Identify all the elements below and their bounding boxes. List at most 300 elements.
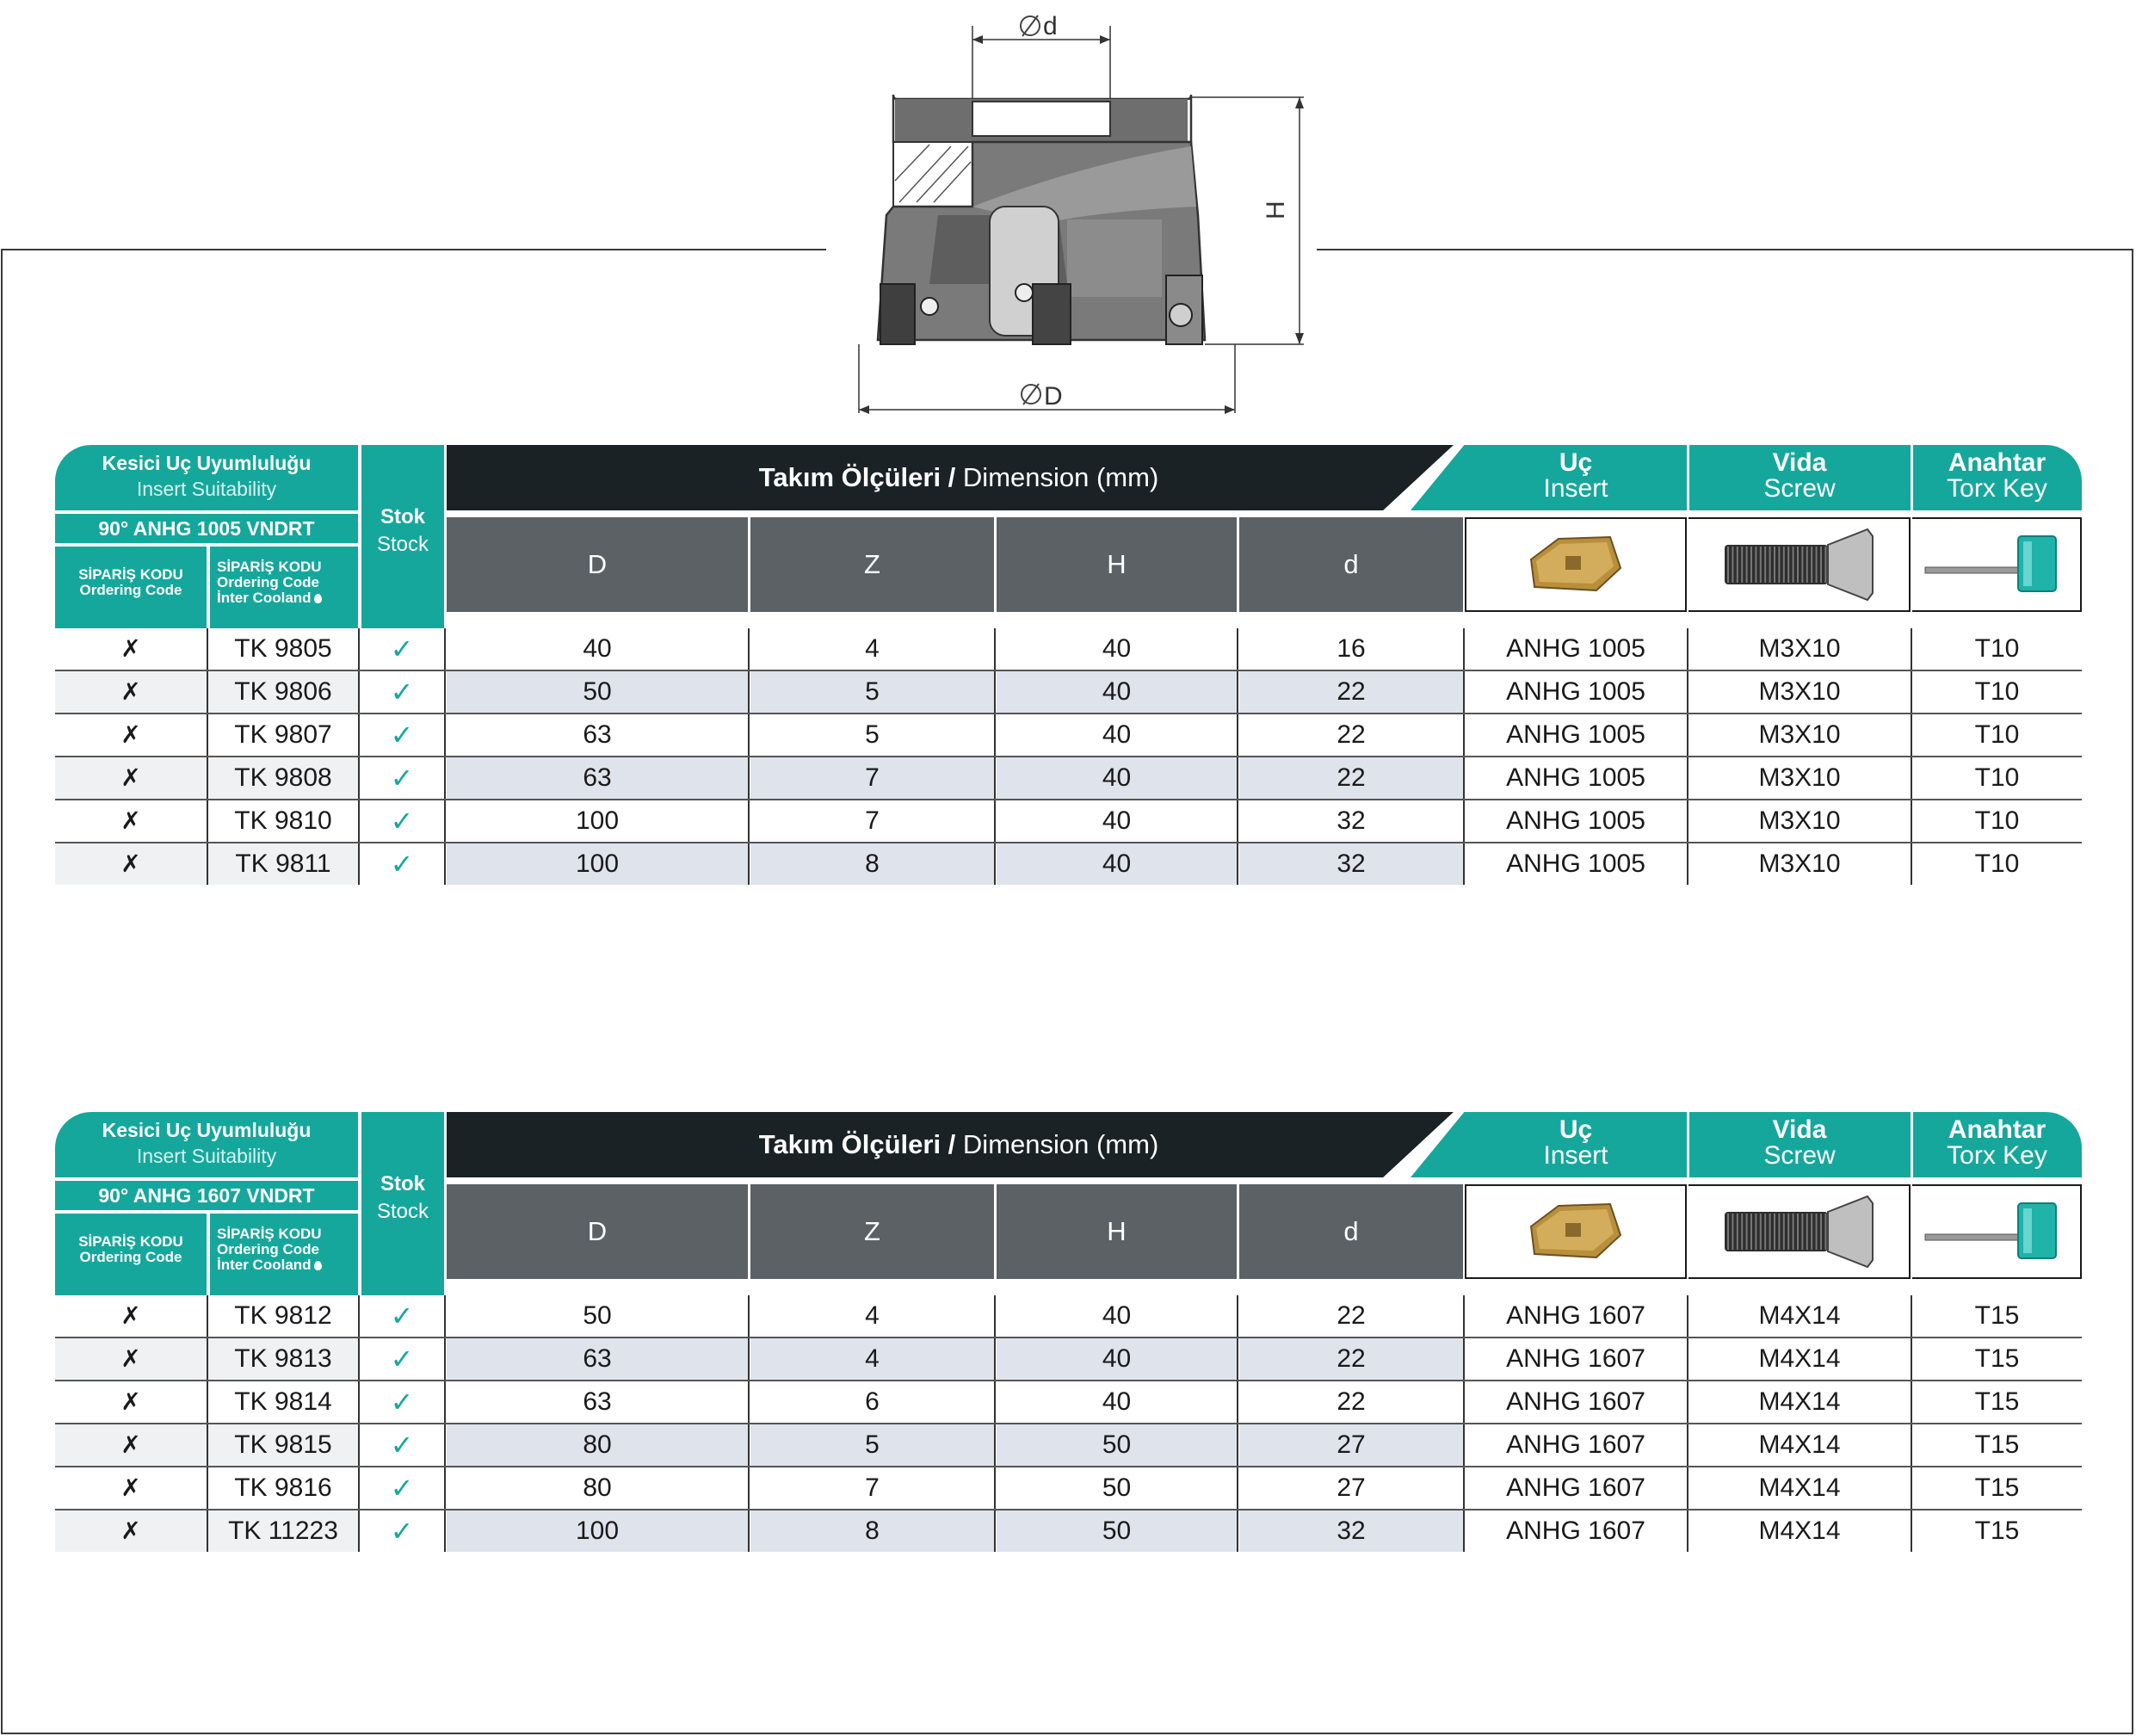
torx-key-cell: T15 xyxy=(1912,1381,2082,1423)
dimension-header xyxy=(447,445,1471,510)
column-divider xyxy=(444,1511,446,1552)
suitability-title-en: Insert Suitability xyxy=(136,478,277,500)
stock-check-icon: ✓ xyxy=(390,1387,414,1418)
column-divider xyxy=(1911,1381,1912,1423)
screw-cell: M3X10 xyxy=(1688,800,1911,842)
inter-coolant-label: İnter Cooland xyxy=(217,590,312,606)
dimension-cell-H: 40 xyxy=(997,1338,1237,1380)
column-header-d: d xyxy=(1239,517,1463,612)
label-d: d xyxy=(1043,12,1058,40)
dimension-cell-D: 80 xyxy=(583,1473,612,1502)
insert-image xyxy=(1465,1184,1687,1279)
column-divider xyxy=(358,1338,360,1380)
column-divider xyxy=(1237,1295,1238,1337)
column-divider xyxy=(994,757,996,799)
torx-key-cell: T15 xyxy=(1912,1424,2082,1466)
column-divider xyxy=(1463,1424,1465,1466)
column-divider xyxy=(1463,1467,1465,1509)
dimension-cell-Z: 4 xyxy=(865,1301,880,1330)
column-divider xyxy=(1463,800,1465,842)
header-separator xyxy=(1687,445,1689,510)
column-divider xyxy=(748,1424,750,1466)
table-row xyxy=(55,800,2082,843)
screw-header-tr: Vida xyxy=(1772,1115,1827,1144)
torx-key-cell: T10 xyxy=(1912,628,2082,670)
dimension-cell-D: 100 xyxy=(575,806,620,835)
column-divider xyxy=(358,1295,360,1337)
table-row xyxy=(55,628,2082,671)
dimension-cell-H: 40 xyxy=(1102,1301,1132,1330)
column-divider xyxy=(1237,1424,1238,1466)
dimension-cell-H: 40 xyxy=(997,757,1237,799)
product-table-1 xyxy=(55,445,2082,887)
dimension-cell-D: 50 xyxy=(583,1301,612,1330)
ordering-code-coolant-en: Ordering Code xyxy=(217,574,320,590)
dimension-cell-Z: 5 xyxy=(750,671,994,713)
suitability-cell: ✗ xyxy=(55,671,207,713)
ordering-code-header xyxy=(55,1214,207,1295)
column-divider xyxy=(748,1338,750,1380)
column-divider xyxy=(1237,1381,1238,1423)
column-divider xyxy=(1911,843,1912,885)
column-divider xyxy=(1911,714,1912,756)
column-divider xyxy=(358,800,360,842)
column-divider xyxy=(1687,714,1688,756)
column-divider xyxy=(1687,1338,1688,1380)
insert-header xyxy=(1465,445,1687,510)
column-divider xyxy=(358,1511,360,1552)
face-mill-drawing xyxy=(826,0,1317,430)
ordering-code-tr: SİPARİŞ KODU xyxy=(78,1233,183,1250)
dimension-cell-Z: 4 xyxy=(865,634,880,663)
column-divider xyxy=(994,1424,996,1466)
table-row xyxy=(55,714,2082,757)
column-divider xyxy=(444,1424,446,1466)
column-divider xyxy=(748,628,750,670)
column-divider xyxy=(1911,1467,1912,1509)
dimension-title-tr: Takım Ölçüleri / xyxy=(758,1129,956,1159)
table-row xyxy=(55,1511,2082,1554)
torx-key-image xyxy=(1912,1184,2082,1279)
ordering-code-cell: TK 9805 xyxy=(234,634,332,663)
dimension-cell-D: 63 xyxy=(583,720,612,749)
label-D: D xyxy=(1044,382,1063,411)
ordering-code-cell: TK 9812 xyxy=(234,1301,332,1330)
insert-grade-label: 90° ANHG 1005 VNDRT xyxy=(55,514,358,543)
column-divider xyxy=(1237,714,1238,756)
insert-cell: ANHG 1607 xyxy=(1465,1381,1687,1423)
screw-header xyxy=(1688,1112,1911,1177)
screw-cell: M4X14 xyxy=(1688,1424,1911,1466)
column-divider xyxy=(207,800,208,842)
column-divider xyxy=(1687,843,1688,885)
dimension-cell-d: 22 xyxy=(1239,1338,1463,1380)
product-table-2 xyxy=(55,1112,2082,1554)
column-divider xyxy=(1463,1338,1465,1380)
ordering-code-cell: TK 11223 xyxy=(208,1511,358,1552)
screw-cell: M4X14 xyxy=(1688,1511,1911,1552)
table-row xyxy=(55,1467,2082,1511)
screw-cell: M3X10 xyxy=(1688,757,1911,799)
column-header-Z: Z xyxy=(750,517,994,612)
table-row xyxy=(55,671,2082,714)
dimension-cell-d: 22 xyxy=(1337,720,1366,749)
dimension-cell-d: 16 xyxy=(1337,634,1366,663)
stock-check-icon: ✓ xyxy=(390,849,414,880)
suitability-cell: ✗ xyxy=(55,1424,207,1466)
stock-check-icon: ✓ xyxy=(390,676,414,707)
torx-key-cell: T15 xyxy=(1912,1511,2082,1552)
coolant-drop-icon xyxy=(314,1261,322,1270)
column-divider xyxy=(1687,1467,1688,1509)
suitability-cell: ✗ xyxy=(120,721,141,748)
column-divider xyxy=(1911,1511,1912,1552)
header-separator xyxy=(1911,1112,1913,1177)
dimension-cell-H: 40 xyxy=(997,843,1237,885)
dimension-cell-d: 32 xyxy=(1337,806,1366,835)
ordering-code-cell: TK 9808 xyxy=(208,757,358,799)
dimension-cell-H: 40 xyxy=(1102,806,1132,835)
column-divider xyxy=(358,1467,360,1509)
stock-header xyxy=(361,445,444,628)
column-divider xyxy=(748,843,750,885)
ordering-code-cell: TK 9811 xyxy=(208,843,358,885)
dimension-cell-D: 63 xyxy=(583,1387,612,1416)
column-divider xyxy=(1237,671,1238,713)
column-divider xyxy=(207,1381,208,1423)
screw-header-en: Screw xyxy=(1763,1141,1836,1170)
suitability-cell: ✗ xyxy=(120,635,141,662)
column-divider xyxy=(1463,714,1465,756)
suitability-cell: ✗ xyxy=(55,757,207,799)
ordering-code-cell: TK 9806 xyxy=(208,671,358,713)
column-divider xyxy=(994,1511,996,1552)
screw-header-en: Screw xyxy=(1763,474,1836,503)
dimension-cell-Z: 7 xyxy=(865,1473,880,1502)
screw-cell: M4X14 xyxy=(1688,1338,1911,1380)
column-divider xyxy=(358,671,360,713)
header-separator xyxy=(1911,445,1913,510)
table-row xyxy=(55,1338,2082,1381)
ordering-code-en: Ordering Code xyxy=(79,1249,182,1265)
ordering-code-cell: TK 9814 xyxy=(234,1387,332,1416)
insert-header-tr: Uç xyxy=(1559,448,1593,477)
screw-cell: M3X10 xyxy=(1688,714,1911,756)
column-divider xyxy=(207,671,208,713)
torx-key-header-en: Torx Key xyxy=(1947,474,2047,503)
column-header-Z: Z xyxy=(750,1184,994,1279)
stock-check-icon: ✓ xyxy=(390,633,414,664)
inter-coolant-row xyxy=(217,590,358,606)
column-divider xyxy=(994,800,996,842)
dimension-cell-d: 22 xyxy=(1239,757,1463,799)
suitability-cell: ✗ xyxy=(55,1338,207,1380)
torx-key-header-tr: Anahtar xyxy=(1948,448,2046,477)
column-divider xyxy=(748,1295,750,1337)
column-divider xyxy=(358,843,360,885)
insert-suitability-header xyxy=(55,1112,358,1177)
column-divider xyxy=(1237,1467,1238,1509)
column-header-D: D xyxy=(447,1184,748,1279)
column-divider xyxy=(207,1424,208,1466)
column-divider xyxy=(1463,843,1465,885)
stock-check-icon: ✓ xyxy=(390,1344,414,1375)
dimension-cell-d: 27 xyxy=(1239,1424,1463,1466)
column-divider xyxy=(1463,1511,1465,1552)
table-header xyxy=(55,445,2082,611)
dimension-cell-Z: 8 xyxy=(750,843,994,885)
suitability-cell: ✗ xyxy=(120,807,141,834)
insert-cell: ANHG 1005 xyxy=(1465,800,1687,842)
table-header xyxy=(55,1112,2082,1278)
stock-check-icon: ✓ xyxy=(390,720,414,751)
torx-key-cell: T15 xyxy=(1912,1467,2082,1509)
insert-cell: ANHG 1005 xyxy=(1465,714,1687,756)
insert-cell: ANHG 1607 xyxy=(1465,1338,1687,1380)
ordering-code-header xyxy=(55,547,207,628)
inter-coolant-row xyxy=(217,1257,358,1273)
insert-cell: ANHG 1005 xyxy=(1465,628,1687,670)
torx-key-cell: T10 xyxy=(1912,843,2082,885)
dimension-cell-H: 40 xyxy=(1102,720,1132,749)
column-divider xyxy=(358,1424,360,1466)
dimension-cell-D: 63 xyxy=(447,757,748,799)
suitability-title-tr: Kesici Uç Uyumluluğu xyxy=(102,452,312,474)
column-divider xyxy=(748,1467,750,1509)
torx-key-cell: T15 xyxy=(1912,1338,2082,1380)
table-row xyxy=(55,1295,2082,1338)
column-divider xyxy=(1463,757,1465,799)
column-divider xyxy=(1687,757,1688,799)
dimension-cell-D: 63 xyxy=(447,1338,748,1380)
screw-image xyxy=(1688,1184,1911,1279)
ordering-code-cell: TK 9816 xyxy=(234,1473,332,1502)
column-divider xyxy=(1237,757,1238,799)
column-divider xyxy=(207,1511,208,1552)
column-divider xyxy=(358,628,360,670)
column-divider xyxy=(994,628,996,670)
column-divider xyxy=(1911,671,1912,713)
column-divider xyxy=(748,800,750,842)
column-divider xyxy=(1687,800,1688,842)
dimension-cell-D: 40 xyxy=(583,634,612,663)
suitability-cell: ✗ xyxy=(55,1511,207,1552)
column-divider xyxy=(1687,1295,1688,1337)
dimension-cell-d: 27 xyxy=(1337,1473,1366,1502)
suitability-title-en: Insert Suitability xyxy=(136,1145,277,1167)
screw-cell: M3X10 xyxy=(1688,628,1911,670)
insert-cell: ANHG 1607 xyxy=(1465,1467,1687,1509)
stock-check-icon: ✓ xyxy=(390,763,414,794)
column-divider xyxy=(1911,1424,1912,1466)
ordering-code-coolant-en: Ordering Code xyxy=(217,1241,320,1257)
column-divider xyxy=(1687,1424,1688,1466)
column-divider xyxy=(994,1338,996,1380)
screw-image xyxy=(1688,517,1911,612)
ordering-code-en: Ordering Code xyxy=(79,582,182,598)
dimension-cell-d: 22 xyxy=(1239,671,1463,713)
insert-cell: ANHG 1607 xyxy=(1465,1295,1687,1337)
screw-cell: M4X14 xyxy=(1688,1381,1911,1423)
dimension-cell-H: 40 xyxy=(997,671,1237,713)
dimension-cell-Z: 7 xyxy=(865,806,880,835)
inter-coolant-label: İnter Cooland xyxy=(217,1257,312,1273)
column-divider xyxy=(1911,1295,1912,1337)
insert-header-tr: Uç xyxy=(1559,1115,1593,1144)
column-header-d: d xyxy=(1239,1184,1463,1279)
column-header-D: D xyxy=(447,517,748,612)
column-divider xyxy=(748,714,750,756)
dimension-cell-D: 100 xyxy=(447,843,748,885)
stock-check-icon: ✓ xyxy=(390,1300,414,1331)
column-divider xyxy=(748,757,750,799)
stock-check-icon: ✓ xyxy=(390,1430,414,1461)
column-divider xyxy=(1687,628,1688,670)
insert-cell: ANHG 1607 xyxy=(1465,1424,1687,1466)
screw-header-tr: Vida xyxy=(1772,448,1827,477)
column-divider xyxy=(444,1467,446,1509)
ordering-code-cell: TK 9813 xyxy=(208,1338,358,1380)
insert-suitability-header xyxy=(55,445,358,510)
column-divider xyxy=(994,1381,996,1423)
column-divider xyxy=(207,1338,208,1380)
dimension-title-en: Dimension (mm) xyxy=(962,1129,1159,1159)
dimension-cell-H: 40 xyxy=(1102,1387,1132,1416)
column-divider xyxy=(1463,1295,1465,1337)
dimension-cell-D: 80 xyxy=(447,1424,748,1466)
column-divider xyxy=(1237,628,1238,670)
column-divider xyxy=(444,628,446,670)
ordering-code-tr: SİPARİŞ KODU xyxy=(78,566,183,583)
dimension-cell-d: 32 xyxy=(1239,843,1463,885)
column-divider xyxy=(444,1295,446,1337)
column-divider xyxy=(1463,1381,1465,1423)
torx-key-cell: T15 xyxy=(1912,1295,2082,1337)
stock-en: Stock xyxy=(376,1200,429,1223)
ordering-code-cell: TK 9807 xyxy=(234,720,332,749)
ordering-code-cell: TK 9815 xyxy=(208,1424,358,1466)
column-divider xyxy=(1911,628,1912,670)
screw-cell: M4X14 xyxy=(1688,1467,1911,1509)
stock-check-icon: ✓ xyxy=(390,1516,414,1547)
column-divider xyxy=(444,843,446,885)
dimension-cell-D: 100 xyxy=(447,1511,748,1552)
column-divider xyxy=(444,714,446,756)
insert-image xyxy=(1465,517,1687,612)
insert-grade-label: 90° ANHG 1607 VNDRT xyxy=(55,1181,358,1210)
column-divider xyxy=(1237,800,1238,842)
column-divider xyxy=(207,1467,208,1509)
column-divider xyxy=(1687,1381,1688,1423)
dimension-cell-d: 32 xyxy=(1239,1511,1463,1552)
ordering-code-coolant-header xyxy=(210,547,358,628)
torx-key-cell: T10 xyxy=(1912,800,2082,842)
stock-check-icon: ✓ xyxy=(390,806,414,837)
column-divider xyxy=(444,671,446,713)
table-body xyxy=(55,1295,2082,1554)
torx-key-image xyxy=(1912,517,2082,612)
column-divider xyxy=(748,1381,750,1423)
dimension-cell-d: 22 xyxy=(1337,1387,1366,1416)
dimension-cell-H: 50 xyxy=(997,1511,1237,1552)
column-divider xyxy=(1237,843,1238,885)
column-divider xyxy=(444,800,446,842)
column-divider xyxy=(994,671,996,713)
stock-tr: Stok xyxy=(380,505,425,528)
column-divider xyxy=(444,757,446,799)
table-row xyxy=(55,757,2082,800)
insert-cell: ANHG 1005 xyxy=(1465,757,1687,799)
suitability-cell: ✗ xyxy=(120,1302,141,1329)
stock-check-icon: ✓ xyxy=(390,1473,414,1504)
torx-key-header-tr: Anahtar xyxy=(1948,1115,2046,1144)
insert-cell: ANHG 1607 xyxy=(1465,1511,1687,1552)
column-header-H: H xyxy=(997,517,1237,612)
table-row xyxy=(55,843,2082,887)
column-divider xyxy=(1911,757,1912,799)
stock-header xyxy=(361,1112,444,1295)
torx-key-header xyxy=(1912,445,2082,510)
dimension-cell-Z: 4 xyxy=(750,1338,994,1380)
ordering-code-cell: TK 9810 xyxy=(234,806,332,835)
column-divider xyxy=(207,628,208,670)
header-separator xyxy=(1687,1112,1689,1177)
column-header-H: H xyxy=(997,1184,1237,1279)
screw-cell: M3X10 xyxy=(1688,671,1911,713)
dimension-cell-D: 50 xyxy=(447,671,748,713)
suitability-cell: ✗ xyxy=(55,843,207,885)
column-divider xyxy=(1463,628,1465,670)
dimension-title-tr: Takım Ölçüleri / xyxy=(758,462,956,492)
screw-header xyxy=(1688,445,1911,510)
suitability-cell: ✗ xyxy=(120,1388,141,1415)
column-divider xyxy=(207,757,208,799)
table-body xyxy=(55,628,2082,887)
column-divider xyxy=(994,714,996,756)
torx-key-header xyxy=(1912,1112,2082,1177)
dimension-header xyxy=(447,1112,1471,1177)
dimension-cell-H: 50 xyxy=(997,1424,1237,1466)
screw-cell: M4X14 xyxy=(1688,1295,1911,1337)
insert-cell: ANHG 1005 xyxy=(1465,671,1687,713)
table-row xyxy=(55,1424,2082,1467)
column-divider xyxy=(1463,671,1465,713)
table-row xyxy=(55,1381,2082,1424)
dimension-cell-H: 40 xyxy=(1102,634,1132,663)
dimension-cell-Z: 5 xyxy=(750,1424,994,1466)
dimension-title-en: Dimension (mm) xyxy=(962,462,1159,492)
torx-key-cell: T10 xyxy=(1912,714,2082,756)
stock-en: Stock xyxy=(376,533,429,556)
column-divider xyxy=(207,714,208,756)
screw-cell: M3X10 xyxy=(1688,843,1911,885)
column-divider xyxy=(1237,1338,1238,1380)
insert-header xyxy=(1465,1112,1687,1177)
column-divider xyxy=(358,757,360,799)
ordering-code-coolant-tr: SİPARİŞ KODU xyxy=(217,1226,322,1242)
stock-tr: Stok xyxy=(380,1172,425,1195)
column-divider xyxy=(444,1338,446,1380)
column-divider xyxy=(994,1467,996,1509)
ordering-code-coolant-tr: SİPARİŞ KODU xyxy=(217,559,322,575)
column-divider xyxy=(748,671,750,713)
column-divider xyxy=(1911,800,1912,842)
coolant-drop-icon xyxy=(314,594,322,603)
ordering-code-coolant-header xyxy=(210,1214,358,1295)
dimension-cell-Z: 7 xyxy=(750,757,994,799)
column-divider xyxy=(1237,1511,1238,1552)
column-divider xyxy=(1687,671,1688,713)
